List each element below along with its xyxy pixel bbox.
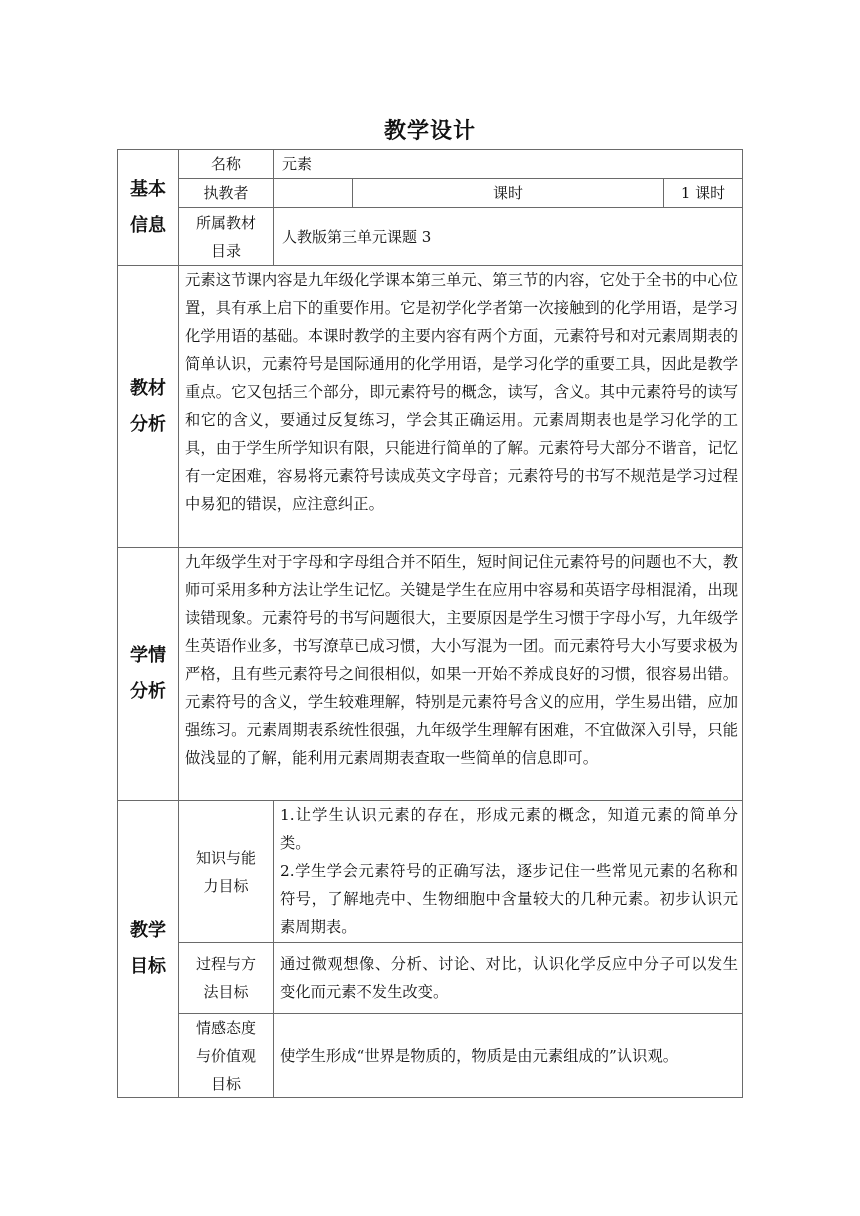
textbook-value: 人教版第三单元课题 3 [273, 207, 743, 266]
teacher-label: 执教者 [178, 178, 274, 208]
textbook-label: 所属教材 目录 [178, 207, 274, 266]
period-label: 课时 [352, 178, 664, 208]
material-analysis-category: 教材 分析 [117, 265, 179, 548]
basic-info-category: 基本 信息 [117, 149, 179, 266]
material-analysis-text-cell [178, 265, 743, 548]
teacher-value [273, 178, 353, 208]
page-title: 教学设计 [383, 119, 476, 144]
period-value: 1 课时 [663, 178, 743, 208]
knowledge-goal-text-cell [273, 800, 743, 943]
teaching-goals-category: 教学 目标 [117, 800, 179, 1098]
material-analysis-text: 元素这节课内容是九年级化学课本第三单元、第三节的内容，它处于全书的中心位置，具有承上启下的重要作用。它是初学化学者第一次接触到的化学用语，是学习化学用语的基础。本课时教学的主要内容有两个方面，元素符号和对元素周期表的简单认识，元素符号是国际通用的化学用语，是学习化学的重要工具，因此是教学重点。它又包括三个部分，即元素符号的概念，读写，含义。其中元素符号的读写和它的含义，要通过反复练习，学会其正确运用。元素周期表也是学习化学的工具，由于学生所学知识有限，只能进行简单的了解。元素符号大部分不谐音，记忆有一定困难，容易将元素符号读成英文字母音；元素符号的书写不规范是学习过程中易犯的错误，应注意纠正。 [185, 271, 738, 513]
knowledge-goal-text: 1.让学生认识元素的存在，形成元素的概念，知道元素的简单分类。 2.学生学会元素符号的正确写法，逐步记住一些常见元素的名称和符号，了解地壳中、生物细胞中含量较大的几种元素。初步认识元素周期表。 [280, 806, 738, 936]
name-label: 名称 [178, 149, 274, 179]
student-analysis-category: 学情 分析 [117, 547, 179, 801]
process-goal-text-cell [273, 942, 743, 1014]
student-analysis-text-cell [178, 547, 743, 801]
emotion-goal-label: 情感态度 与价值观 目标 [178, 1013, 274, 1098]
emotion-goal-text-cell [273, 1013, 743, 1098]
name-value: 元素 [273, 149, 743, 179]
student-analysis-text: 九年级学生对于字母和字母组合并不陌生，短时间记住元素符号的问题也不大，教师可采用多种方法让学生记忆。关键是学生在应用中容易和英语字母相混淆，出现读错现象。元素符号的书写问题很大，主要原因是学生习惯于字母小写，九年级学生英语作业多，书写潦草已成习惯，大小写混为一团。而元素符号大小写要求极为严格，且有些元素符号之间很相似，如果一开始不养成良好的习惯，很容易出错。元素符号的含义，学生较难理解，特别是元素符号含义的应用，学生易出错，应加强练习。元素周期表系统性很强，九年级学生理解有困难，不宜做深入引导，只能做浅显的了解，能利用元素周期表查取一些简单的信息即可。 [185, 553, 738, 767]
process-goal-label: 过程与方 法目标 [178, 942, 274, 1014]
emotion-goal-text: 使学生形成“世界是物质的，物质是由元素组成的”认识观。 [280, 1046, 679, 1065]
process-goal-text: 通过微观想像、分析、讨论、对比，认识化学反应中分子可以发生变化而元素不发生改变。 [280, 955, 738, 1001]
knowledge-goal-label: 知识与能 力目标 [178, 800, 274, 943]
